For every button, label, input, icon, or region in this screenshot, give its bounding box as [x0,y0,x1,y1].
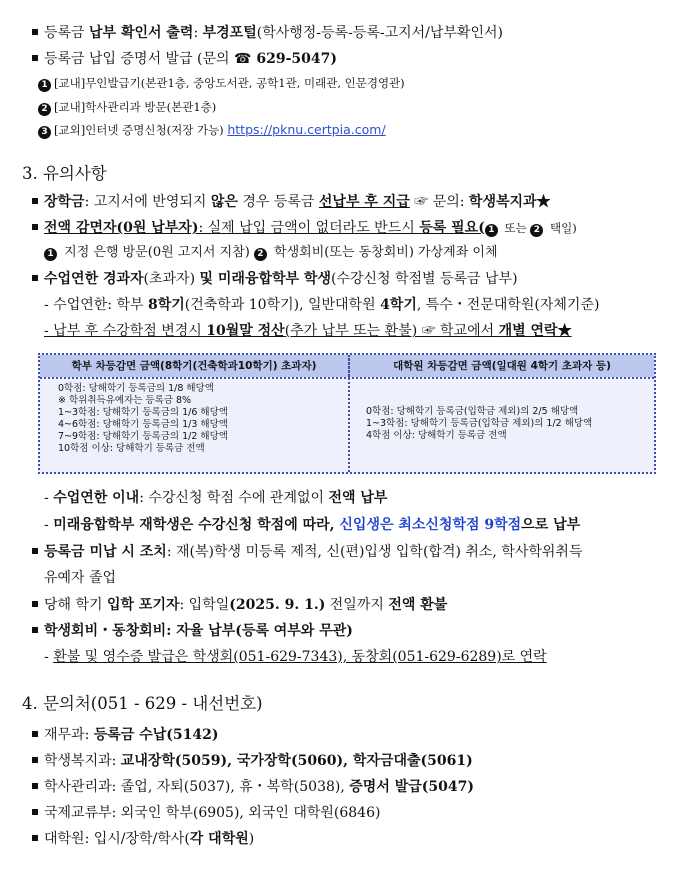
bullet-icon [32,835,38,841]
unpaid-action-item [32,543,582,561]
text: 및 미래융합학부 학생 [199,271,331,287]
text: 대학원: 입시/장학/학사( [44,831,190,847]
future-convergence-item [44,516,580,534]
text: 경우 등록금 [237,194,319,210]
fees-sub [44,648,547,666]
table-header-divider [40,377,654,379]
text: 않은 [210,194,238,210]
text: : 재(복)학생 미등록 제적, 신(편)입생 입학(합격) 취소, 학사학위취득 [166,544,583,560]
text: 등록금 미납 시 조치 [44,544,167,560]
text: - 수업연한: 학부 [44,297,148,313]
text: 학생회비(또는 동창회비) 가상계좌 이체 [269,245,498,260]
text: [교내]학사관리과 방문(본관1층) [54,100,217,114]
receipt-print-item [32,24,503,42]
full-exemption-item [32,219,577,237]
text: 교내장학(5059), 국가장학(5060), 학자금대출(5061) [120,753,473,769]
forfeit-item [32,596,447,614]
text: : 실제 납입 금액이 없더라도 반드시 [198,220,420,236]
text: ) [248,831,255,847]
extended-sub-1 [44,296,599,314]
number-1-icon: 1 [44,248,57,261]
text: 등록금 수납(5142) [93,727,219,743]
text: 국제교류부: 외국인 학부(6905), 외국인 대학원(6846) [44,805,381,821]
text: 수업연한 경과자 [44,271,144,287]
text: 장학금 [44,194,85,210]
text: (2025. 9. 1.) [229,597,326,613]
text: 학사관리과: 졸업, 자퇴(5037), 휴・복학(5038), [44,779,350,795]
text: 환불 및 영수증 발급은 학생회(051-629-7343), 동창회(051-629-6289)로 연락 [53,649,547,665]
table-divider [348,355,350,472]
number-1-icon: 1 [38,79,51,92]
text: 등록금 [44,25,90,41]
text: 등록금 납입 증명서 발급 (문의 [44,51,235,67]
text: 신입생은 최소신청학점 9학점 [339,517,522,533]
bullet-icon [32,29,38,35]
text: 미래융합학부 재학생은 수강신청 학점에 따라, [53,517,340,533]
option-3 [38,121,386,139]
certpia-link[interactable]: https://pknu.certpia.com/ [227,122,386,137]
section-3-title: 3. 유의사항 [22,164,107,183]
table-cell: 1~3학점: 당해학기 등록금의 1/6 해당액 [58,407,228,418]
number-2-icon: 2 [38,103,51,116]
text: 4학기 [380,297,417,313]
text: 전액 환불 [388,597,448,613]
table-cell: ※ 학위취득유예자는 등록금 8% [58,395,192,406]
text: 전액 감면자(0원 납부자) [44,220,199,236]
text: - [44,490,54,506]
contact-item [32,830,254,848]
exemption-options [44,244,498,262]
phone-icon: ☎ [234,51,252,67]
table-header-undergrad: 학부 차등감면 금액(8학기(건축학과10학기) 초과자) [40,355,350,377]
contact-item [32,778,474,796]
table-cell: 0학점: 당해학기 등록금의 1/8 해당액 [58,383,214,394]
text: 재무과: [44,727,94,743]
text: 입학 포기자 [107,597,180,613]
text: 지정 은행 방문(0원 고지서 지참) [60,245,254,260]
text: 증명서 발급(5047) [349,779,474,795]
bullet-icon [32,548,38,554]
table-cell: 1~3학점: 당해학기 등록금(입학금 제외)의 1/2 해당액 [366,418,593,429]
text: 선납부 후 지급 [318,194,410,210]
contact-item [32,726,218,744]
table-cell: 7~9학점: 당해학기 등록금의 1/2 해당액 [58,431,228,442]
text: , 특수・전문대학원(자체기준) [416,297,600,313]
text: 당해 학기 [44,597,107,613]
text: ) [346,623,353,639]
text: : 고지서에 반영되지 [84,194,211,210]
contact-item [32,752,473,770]
text: - [44,517,54,533]
table-header-graduate: 대학원 차등감면 금액(일대원 4학기 초과자 등) [350,355,654,377]
text: 택일) [546,221,577,235]
text: 으로 납부 [521,517,581,533]
text: : 입학일 [179,597,230,613]
bullet-icon [32,55,38,61]
bullet-icon [32,627,38,633]
text: 학생회비・동창회비: 자율 납부( [44,623,242,639]
table-cell: 10학점 이상: 당해학기 등록금 전액 [58,443,205,454]
option-2 [38,98,216,116]
bullet-icon [32,809,38,815]
bullet-icon [32,224,38,230]
option-1 [38,74,405,92]
table-cell: 4~6학점: 당해학기 등록금의 1/3 해당액 [58,419,228,430]
text: 납부 확인서 출력 [89,25,194,41]
text: - [44,649,54,665]
within-period-item [44,489,387,507]
text: 등록 여부와 무관 [241,623,347,639]
text: [교외]인터넷 증명신청(저장 가능) [54,123,228,137]
bullet-icon [32,731,38,737]
text: (수강신청 학점별 등록금 납부) [330,271,518,287]
fees-item [32,622,353,640]
certificate-item [32,50,337,68]
text: [교내]무인발급기(본관1층, 중앙도서관, 공학1관, 미래관, 인문경영관) [54,76,405,90]
text: 수업연한 이내 [53,490,140,506]
text: 학생복지과: [44,753,121,769]
bullet-icon [32,275,38,281]
table-cell: 4학점 이상: 당해학기 등록금 전액 [366,430,507,441]
text: 학생복지과★ [468,194,551,210]
number-1-icon: 1 [485,224,498,237]
text: - 납부 후 수강학점 변경시 [44,323,207,339]
extended-sub-2 [44,322,572,340]
extended-students-item [32,270,518,288]
text: 각 대학원 [189,831,249,847]
reduction-table [38,353,656,474]
text: (초과자) [143,271,200,287]
text: ☞ 문의: [409,194,469,210]
text: 등록 필요( [419,220,485,236]
text: 전액 납부 [328,490,388,506]
bullet-icon [32,783,38,789]
text: 10월말 정산 [206,323,285,339]
text: 개별 연락★ [498,323,572,339]
text: (학사행정-등록-등록-고지서/납부확인서) [256,25,503,41]
text: (추가 납부 또는 환불) ☞ 학교에서 [284,323,499,339]
number-2-icon: 2 [254,248,267,261]
number-3-icon: 3 [38,126,51,139]
text: 8학기 [147,297,185,313]
table-cell: 0학점: 당해학기 등록금(입학금 제외)의 2/5 해당액 [366,406,579,417]
bullet-icon [32,198,38,204]
text: : 수강신청 학점 수에 관계없이 [139,490,329,506]
bullet-icon [32,757,38,763]
text: 629-5047) [251,51,337,67]
text: 부경포털 [202,25,257,41]
contact-item [32,804,380,822]
scholarship-item [32,193,551,211]
section-4-title: 4. 문의처(051 - 629 - 내선번호) [22,694,263,713]
bullet-icon [32,601,38,607]
unpaid-action-continued: 유예자 졸업 [44,570,117,586]
text: 또는 [500,221,531,235]
text: : [193,25,203,41]
number-2-icon: 2 [530,224,543,237]
text: (건축학과 10학기), 일반대학원 [184,297,381,313]
text: 전일까지 [325,597,389,613]
